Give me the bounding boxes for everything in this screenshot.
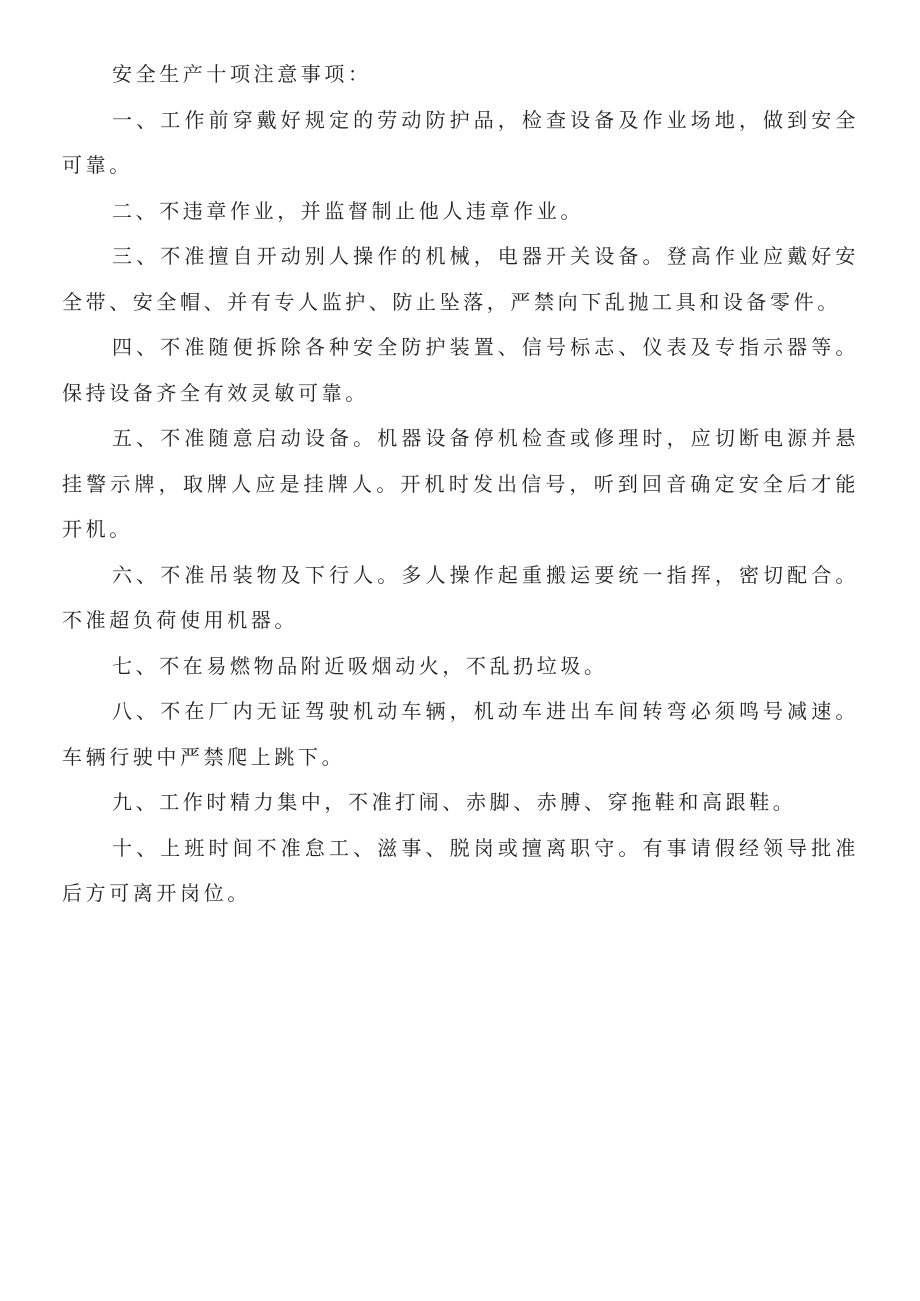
rule-item-1: 一、工作前穿戴好规定的劳动防护品，检查设备及作业场地，做到安全可靠。 xyxy=(62,107,859,177)
rule-item-2: 二、不违章作业，并监督制止他人违章作业。 xyxy=(112,198,584,223)
document-heading: 安全生产十项注意事项： xyxy=(112,62,372,86)
rule-item-7: 七、不在易燃物品附近吸烟动火，不乱扔垃圾。 xyxy=(112,653,608,678)
rule-item-3: 三、不准擅自开动别人操作的机械，电器开关设备。登高作业应戴好安全带、安全帽、并有专人监护、防止坠落，严禁向下乱抛工具和设备零件。 xyxy=(62,244,859,314)
rule-item-9: 九、工作时精力集中，不准打闹、赤脚、赤膊、穿拖鞋和高跟鞋。 xyxy=(112,790,797,814)
rule-item-4: 四、不准随便拆除各种安全防护装置、信号标志、仪表及专指示器等。保持设备齐全有效灵敏可靠。 xyxy=(62,335,859,405)
rule-item-10: 十、上班时间不准怠工、滋事、脱岗或擅离职守。有事请假经领导批准后方可离开岗位。 xyxy=(62,835,859,905)
rule-item-5: 五、不准随意启动设备。机器设备停机检查或修理时，应切断电源并悬挂警示牌，取牌人应是挂牌人。开机时发出信号，听到回音确定安全后才能开机。 xyxy=(62,426,859,541)
rule-item-8: 八、不在厂内无证驾驶机动车辆，机动车进出车间转弯必须鸣号减速。车辆行驶中严禁爬上跳下。 xyxy=(62,699,859,769)
rule-item-6: 六、不准吊装物及下行人。多人操作起重搬运要统一指挥，密切配合。不准超负荷使用机器。 xyxy=(62,562,859,632)
document-body xyxy=(62,52,859,917)
